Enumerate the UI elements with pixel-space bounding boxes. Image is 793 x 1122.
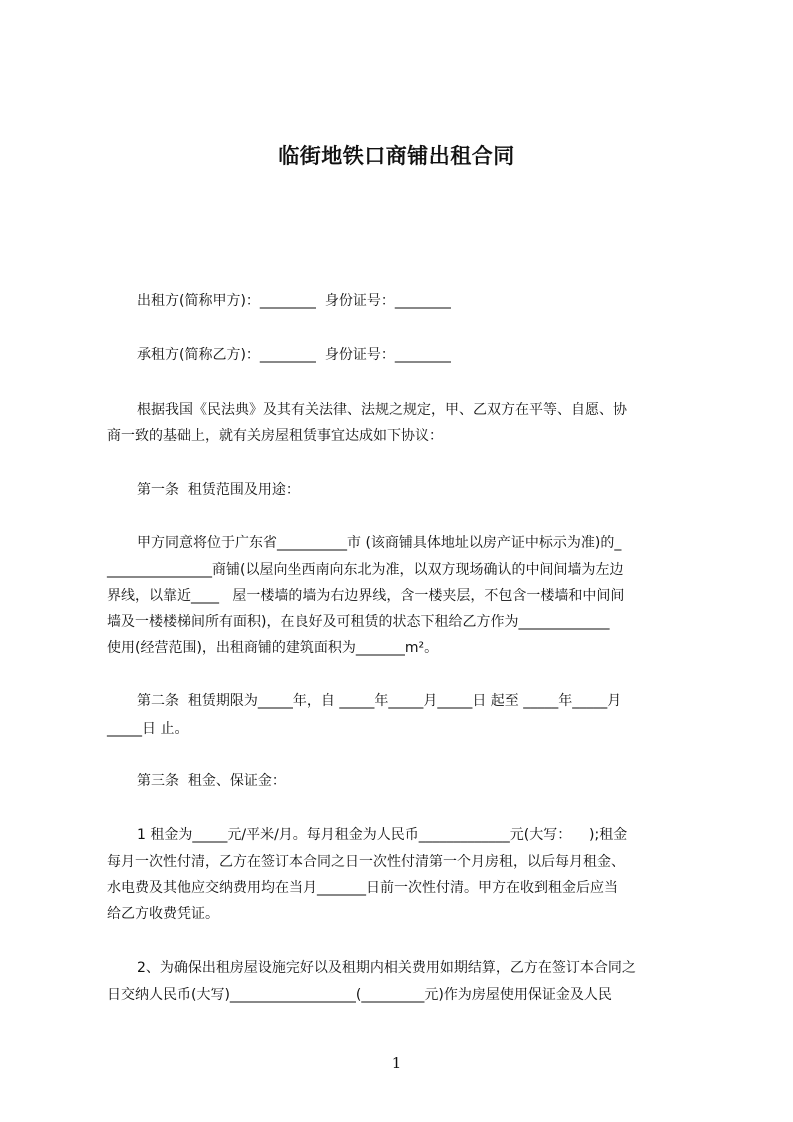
article3-heading: 第三条 租金、保证金：: [137, 773, 286, 789]
article3-clause2-line: 日交纳人民币(大写)__________________(_________元)作为房屋使用保证金及人民: [107, 987, 612, 1003]
article3-clause1-line: 水电费及其他应交纳费用均在当月_______日前一次性付清。甲方在收到租金后应当: [107, 880, 618, 896]
article3-clause2-line: 2、为确保出租房屋设施完好以及租期内相关费用如期结算，乙方在签订本合同之: [137, 960, 636, 976]
page-number: 1: [391, 1054, 402, 1072]
article1-heading: 第一条 租赁范围及用途：: [137, 482, 300, 498]
lessor-line: 出租方(简称甲方)：________ 身份证号：________: [137, 293, 451, 309]
preamble-line: 商一致的基础上，就有关房屋租赁事宜达成如下协议：: [107, 428, 443, 444]
article1-line: 界线，以靠近____ 屋一楼墙的墙为右边界线，含一楼夹层，不包含一楼墙和中间间: [107, 588, 625, 604]
article2-line: _____日 止。: [107, 721, 189, 737]
article1-line: _______________商铺(以屋向坐西南向东北为准，以双方现场确认的中间间墙为左边: [107, 562, 624, 578]
preamble-line: 根据我国《民法典》及其有关法律、法规之规定，甲、乙双方在平等、自愿、协: [137, 402, 627, 418]
article1-line: 使用(经营范围)，出租商铺的建筑面积为_______m²。: [107, 640, 439, 656]
lessee-line: 承租方(简称乙方)：________ 身份证号：________: [137, 347, 451, 363]
article1-line: 墙及一楼楼梯间所有面积)，在良好及可租赁的状态下租给乙方作为_____________: [107, 614, 610, 630]
document-title: 临街地铁口商铺出租合同: [278, 144, 515, 168]
article3-clause1-line: 1 租金为_____元/平米/月。每月租金为人民币_____________元(大写： );租金: [137, 827, 628, 843]
article2-line: 第二条 租赁期限为_____年，自 _____年_____月_____日 起至 _____年_____月: [137, 693, 622, 709]
article3-clause1-line: 每月一次性付清，乙方在签订本合同之日一次性付清第一个月房租，以后每月租金、: [107, 854, 625, 870]
article3-clause1-line: 给乙方收费凭证。: [107, 906, 219, 922]
article1-line: 甲方同意将位于广东省__________市 (该商铺具体地址以房产证中标示为准)的_: [137, 535, 622, 551]
